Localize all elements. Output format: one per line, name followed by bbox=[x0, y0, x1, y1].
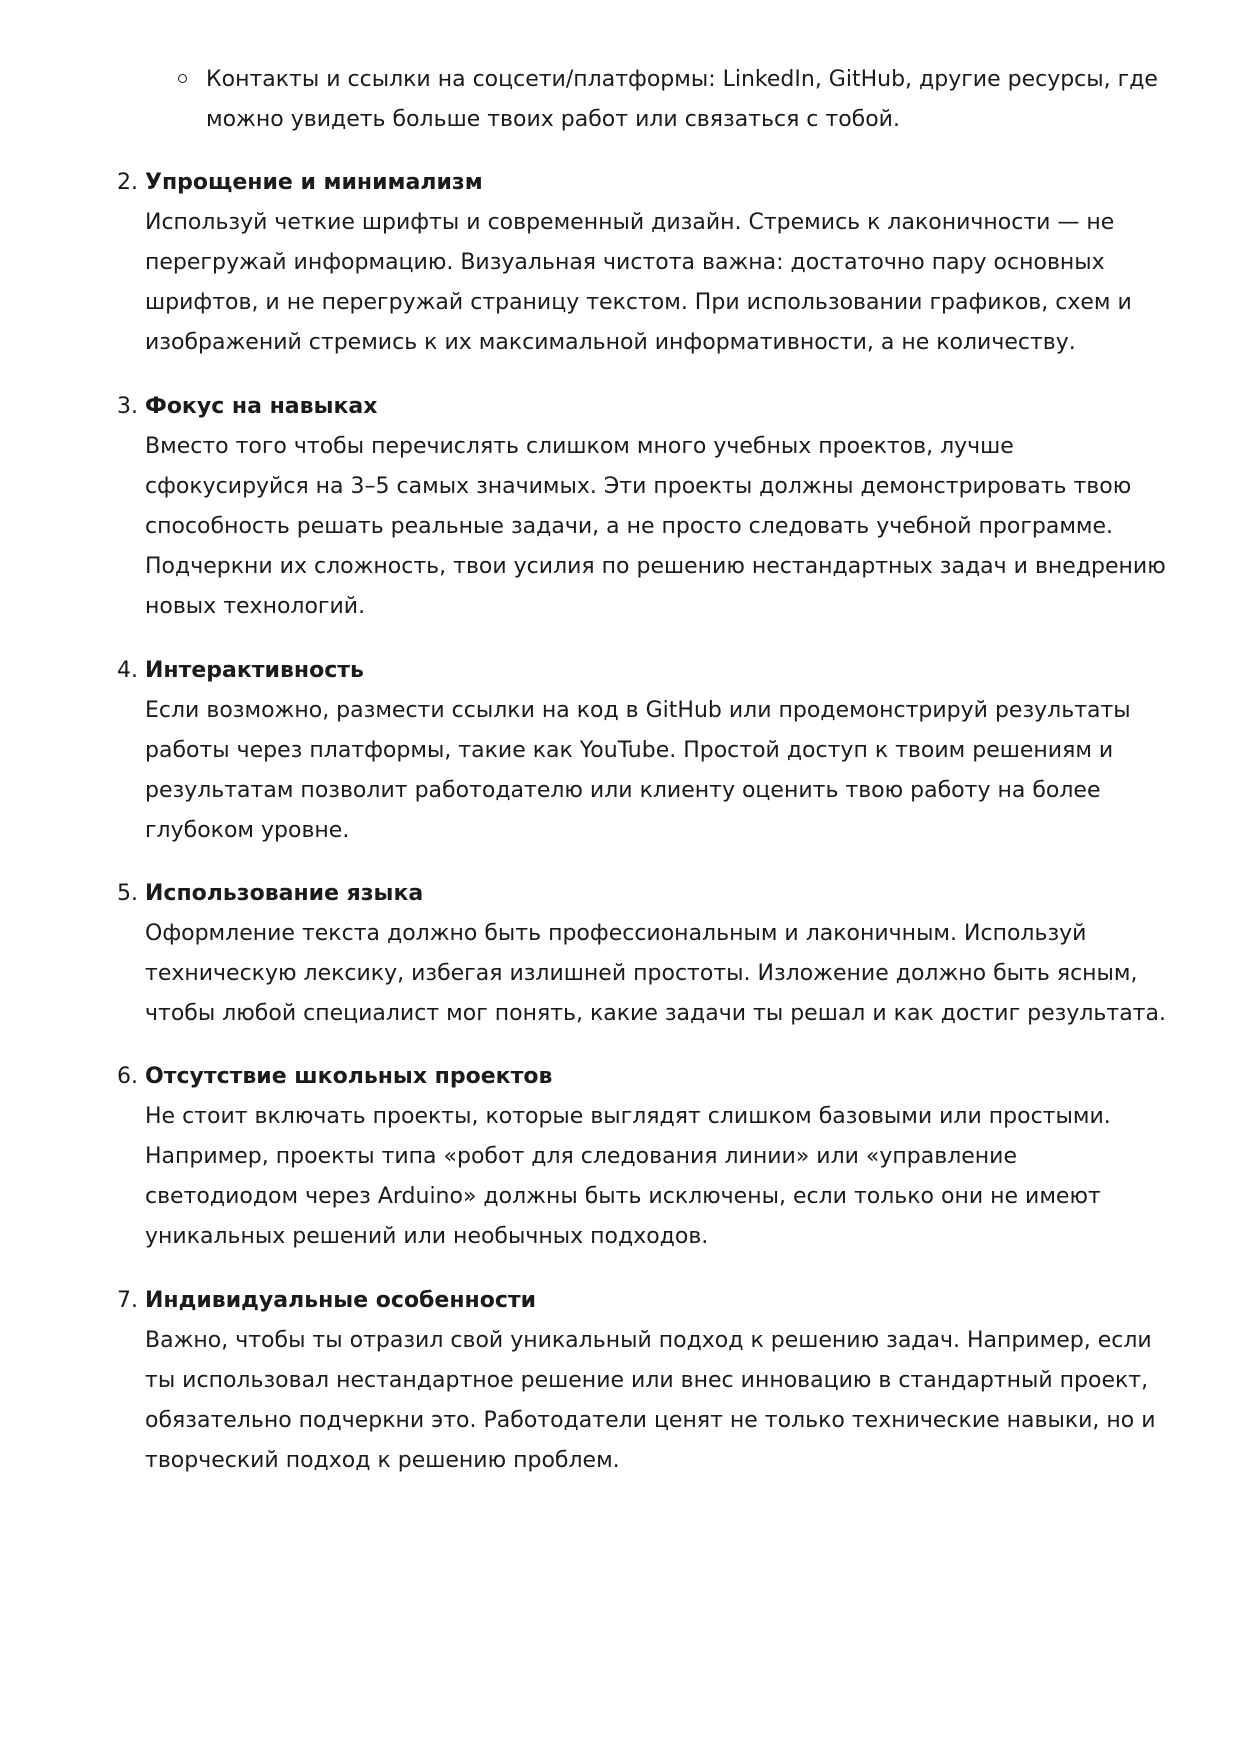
item-text-line: шрифтов, и не перегружай страницу текстом. При использовании графиков, схем и bbox=[145, 290, 1132, 315]
item-text-line: Если возможно, размести ссылки на код в GitHub или продемонстрируй результаты bbox=[145, 698, 1131, 723]
bullet-item-contacts bbox=[206, 60, 1166, 140]
item-number: 5. bbox=[117, 881, 138, 906]
item-text-line: Важно, чтобы ты отразил свой уникальный подход к решению задач. Например, если bbox=[145, 1328, 1152, 1353]
bullet-text-line: можно увидеть больше твоих работ или связаться с тобой. bbox=[206, 107, 900, 132]
item-title: Отсутствие школьных проектов bbox=[145, 1064, 553, 1089]
item-text-line: светодиодом через Arduino» должны быть исключены, если только они не имеют bbox=[145, 1184, 1101, 1209]
item-number: 7. bbox=[117, 1288, 138, 1313]
item-text-line: техническую лексику, избегая излишней простоты. Изложение должно быть ясным, bbox=[145, 961, 1138, 986]
item-text-line: результатам позволит работодателю или клиенту оценить твою работу на более bbox=[145, 778, 1101, 803]
item-text-line: способность решать реальные задачи, а не просто следовать учебной программе. bbox=[145, 514, 1114, 539]
item-title: Фокус на навыках bbox=[145, 394, 378, 419]
item-text-line: уникальных решений или необычных подходов. bbox=[145, 1224, 709, 1249]
item-body bbox=[145, 914, 1165, 1034]
item-number: 4. bbox=[117, 658, 138, 683]
item-number: 2. bbox=[117, 170, 138, 195]
item-body bbox=[145, 427, 1165, 627]
item-text-line: сфокусируйся на 3–5 самых значимых. Эти проекты должны демонстрировать твою bbox=[145, 474, 1132, 499]
item-text-line: Не стоит включать проекты, которые выглядят слишком базовыми или простыми. bbox=[145, 1104, 1111, 1129]
hollow-bullet-icon bbox=[178, 74, 187, 83]
item-title: Использование языка bbox=[145, 881, 424, 906]
item-text-line: Используй четкие шрифты и современный дизайн. Стремись к лаконичности — не bbox=[145, 210, 1115, 235]
item-body bbox=[145, 1321, 1165, 1481]
item-text-line: творческий подход к решению проблем. bbox=[145, 1448, 620, 1473]
item-text-line: обязательно подчеркни это. Работодатели ценят не только технические навыки, но и bbox=[145, 1408, 1156, 1433]
item-text-line: ты использовал нестандартное решение или внес инновацию в стандартный проект, bbox=[145, 1368, 1149, 1393]
item-text-line: изображений стремись к их максимальной информативности, а не количеству. bbox=[145, 330, 1076, 355]
item-text-line: чтобы любой специалист мог понять, какие задачи ты решал и как достиг результата. bbox=[145, 1001, 1166, 1026]
item-number: 3. bbox=[117, 394, 138, 419]
item-text-line: Вместо того чтобы перечислять слишком много учебных проектов, лучше bbox=[145, 434, 1014, 459]
item-text-line: работы через платформы, такие как YouTube. Простой доступ к твоим решениям и bbox=[145, 738, 1114, 763]
item-number: 6. bbox=[117, 1064, 138, 1089]
item-text-line: перегружай информацию. Визуальная чистота важна: достаточно пару основных bbox=[145, 250, 1105, 275]
item-text-line: Подчеркни их сложность, твои усилия по решению нестандартных задач и внедрению bbox=[145, 554, 1166, 579]
item-title: Индивидуальные особенности bbox=[145, 1288, 537, 1313]
item-body bbox=[145, 203, 1165, 363]
item-text-line: новых технологий. bbox=[145, 594, 366, 619]
item-text-line: глубоком уровне. bbox=[145, 818, 350, 843]
item-body bbox=[145, 1097, 1165, 1257]
item-title: Интерактивность bbox=[145, 658, 364, 683]
item-title: Упрощение и минимализм bbox=[145, 170, 483, 195]
bullet-text-line: Контакты и ссылки на соцсети/платформы: LinkedIn, GitHub, другие ресурсы, где bbox=[206, 67, 1158, 92]
item-text-line: Оформление текста должно быть профессиональным и лаконичным. Используй bbox=[145, 921, 1087, 946]
item-body bbox=[145, 691, 1165, 851]
item-text-line: Например, проекты типа «робот для следования линии» или «управление bbox=[145, 1144, 1018, 1169]
